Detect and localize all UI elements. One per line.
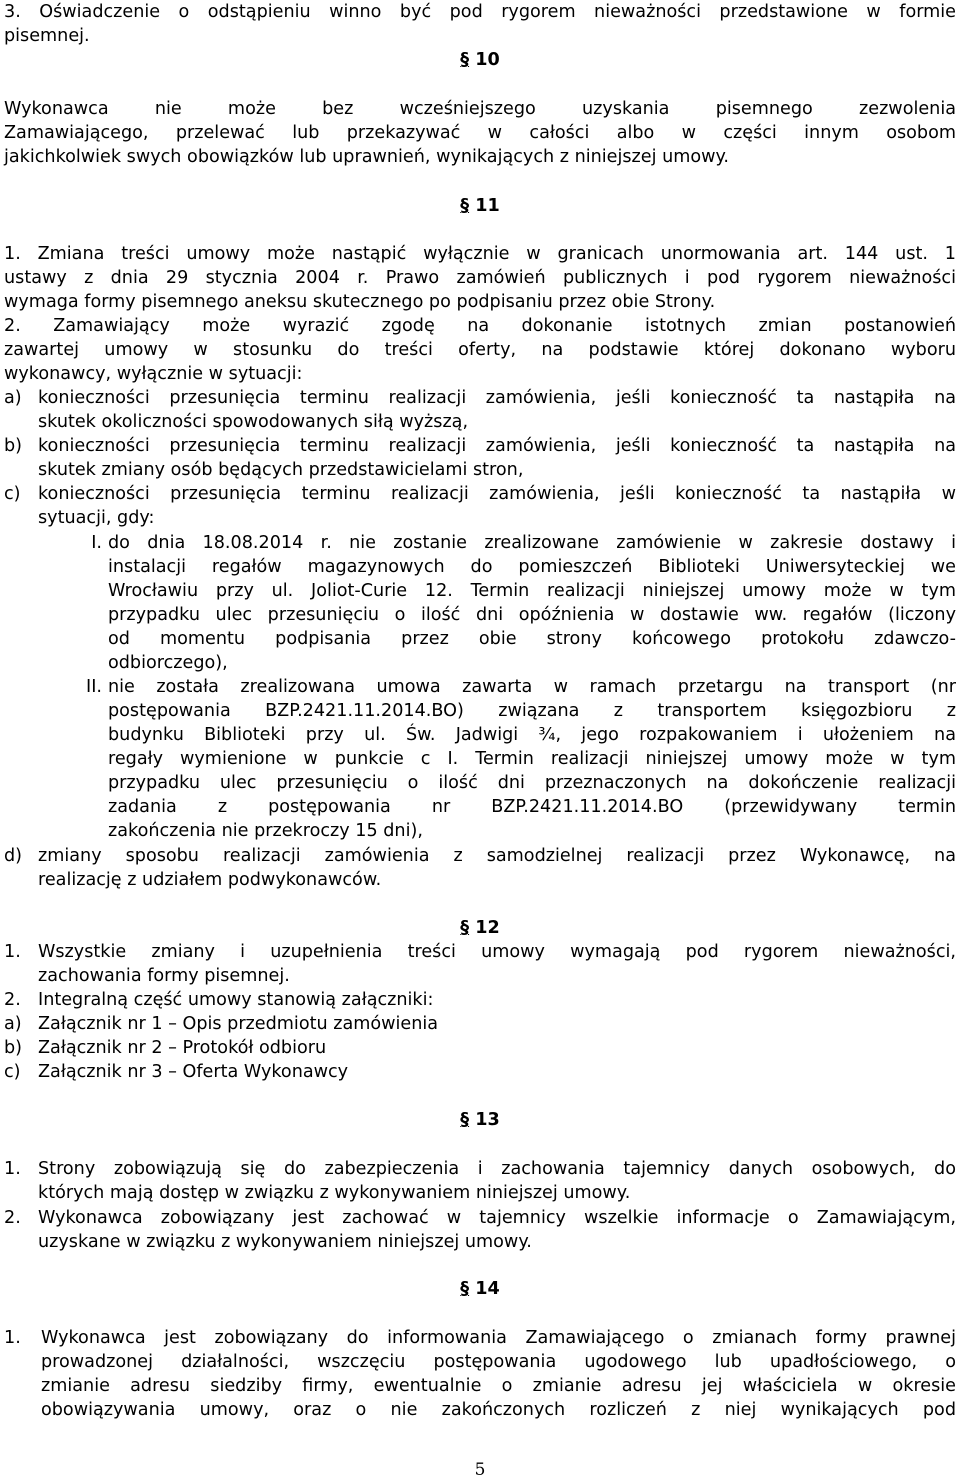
list-marker: b) [4,1038,23,1058]
paragraph-line: Wykonawca nie może bez wcześniejszego uzyskania pisemnego zezwolenia [4,99,956,119]
paragraph-line: pisemnej. [4,26,90,46]
list-marker: a) [4,388,22,408]
list-item-line: konieczności przesunięcia terminu realizacji zamówienia, jeśli konieczność ta nastąpiła na [38,436,956,456]
list-item-line: nie została zrealizowana umowa zawarta w ramach przetargu na transport (nr [108,677,956,697]
list-marker: d) [4,846,23,866]
paragraph-line: ustawy z dnia 29 stycznia 2004 r. Prawo zamówień publicznych i pod rygorem nieważności [4,268,956,288]
list-item-line: Załącznik nr 2 – Protokół odbioru [38,1038,327,1058]
paragraph-line: 2. Zamawiający może wyrazić zgodę na dokonanie istotnych zmian postanowień [4,316,956,336]
list-item-line: przypadku ulec przesunięciu o ilość dni przeznaczonych na dokończenie realizacji [108,773,956,793]
list-item-line: zmiany sposobu realizacji zamówienia z samodzielnej realizacji przez Wykonawcę, na [38,846,956,866]
list-item-line: sytuacji, gdy: [38,508,155,528]
list-marker: 2. [4,1208,21,1228]
page-number: 5 [474,1460,486,1480]
list-item-line: Wykonawca jest zobowiązany do informowania Zamawiającego o zmianach formy prawnej [41,1328,956,1348]
list-marker: 2. [4,990,21,1010]
list-item-line: konieczności przesunięcia terminu realizacji zamówienia, jeśli konieczność ta nastąpiła na [38,388,956,408]
list-item-line: Integralną część umowy stanowią załączniki: [38,990,434,1010]
list-item-line: konieczności przesunięcia terminu realizacji zamówienia, jeśli konieczność ta nastąpiła w [38,484,956,504]
list-item-line: przypadku ulec przesunięciu o ilość dni opóźnienia w dostawie ww. regałów (liczony [108,605,956,625]
list-item-line: Wszystkie zmiany i uzupełnienia treści umowy wymagają pod rygorem nieważności, [38,942,956,962]
list-marker: 1. [4,1328,21,1348]
section-heading-14: § 14 [460,1279,500,1299]
section-heading-12: § 12 [460,918,500,938]
list-item-line: zadania z postępowania nr BZP.2421.11.2014.BO (przewidywany termin [108,797,956,817]
paragraph-line: wykonawcy, wyłącznie w sytuacji: [4,364,303,384]
list-item-line: obowiązywania umowy, oraz o nie zakończonych rozliczeń z niej wynikających pod [41,1400,956,1420]
list-item-line: których mają dostęp w związku z wykonywaniem niniejszej umowy. [38,1183,631,1203]
list-marker: I. [91,533,102,553]
paragraph-line: Zamawiającego, przelewać lub przekazywać w całości albo w części innym osobom [4,123,956,143]
paragraph-line: wymaga formy pisemnego aneksu skutecznego po podpisaniu przez obie Strony. [4,292,716,312]
list-marker: 1. [4,1159,21,1179]
list-marker: a) [4,1014,22,1034]
list-item-line: zachowania formy pisemnej. [38,966,290,986]
list-item-line: Wykonawca zobowiązany jest zachować w tajemnicy wszelkie informacje o Zamawiającym, [38,1208,956,1228]
list-item-line: Załącznik nr 3 – Oferta Wykonawcy [38,1062,349,1082]
list-item-line: do dnia 18.08.2014 r. nie zostanie zrealizowane zamówienie w zakresie dostawy i [108,533,956,553]
paragraph-line: 1. Zmiana treści umowy może nastąpić wyłącznie w granicach unormowania art. 144 ust. 1 [4,244,956,264]
list-item-line: Wrocławiu przy ul. Joliot-Curie 12. Termin realizacji niniejszej umowy może w tym [108,581,956,601]
list-item-line: regały wymienione w punkcie c I. Termin realizacji niniejszej umowy może w tym [108,749,956,769]
list-marker: 1. [4,942,21,962]
list-item-line: skutek zmiany osób będących przedstawicielami stron, [38,460,524,480]
list-item-line: budynku Biblioteki przy ul. Św. Jadwigi ¾, jego rozpakowaniem i ułożeniem na [108,725,956,745]
list-marker: b) [4,436,23,456]
list-item-line: uzyskane w związku z wykonywaniem niniejszej umowy. [38,1232,532,1252]
list-item-line: postępowania BZP.2421.11.2014.BO) związana z transportem księgozbioru z [108,701,956,721]
list-item-line: zakończenia nie przekroczy 15 dni), [108,821,423,841]
list-item-line: odbiorczego), [108,653,228,673]
list-marker: II. [86,677,102,697]
list-item-line: Załącznik nr 1 – Opis przedmiotu zamówienia [38,1014,439,1034]
section-heading-11: § 11 [460,196,500,216]
paragraph-line: zawartej umowy w stosunku do treści oferty, na podstawie której dokonano wyboru [4,340,956,360]
section-heading-10: § 10 [460,50,500,70]
paragraph-line: 3. Oświadczenie o odstąpieniu winno być pod rygorem nieważności przedstawione w formie [4,2,956,22]
list-item-line: instalacji regałów magazynowych do pomieszczeń Biblioteki Uniwersyteckiej we [108,557,956,577]
list-item-line: prowadzonej działalności, wszczęciu postępowania ugodowego lub upadłościowego, o [41,1352,956,1372]
paragraph-line: jakichkolwiek swych obowiązków lub uprawnień, wynikających z niniejszej umowy. [4,147,730,167]
list-marker: c) [4,484,21,504]
section-heading-13: § 13 [460,1110,500,1130]
list-item-line: skutek okoliczności spowodowanych siłą wyższą, [38,412,469,432]
list-item-line: Strony zobowiązują się do zabezpieczenia i zachowania tajemnicy danych osobowych, do [38,1159,956,1179]
list-marker: c) [4,1062,21,1082]
list-item-line: zmianie adresu siedziby firmy, ewentualnie o zmianie adresu jej właściciela w okresie [41,1376,956,1396]
list-item-line: od momentu podpisania przez obie strony końcowego protokołu zdawczo- [108,629,956,649]
list-item-line: realizację z udziałem podwykonawców. [38,870,382,890]
